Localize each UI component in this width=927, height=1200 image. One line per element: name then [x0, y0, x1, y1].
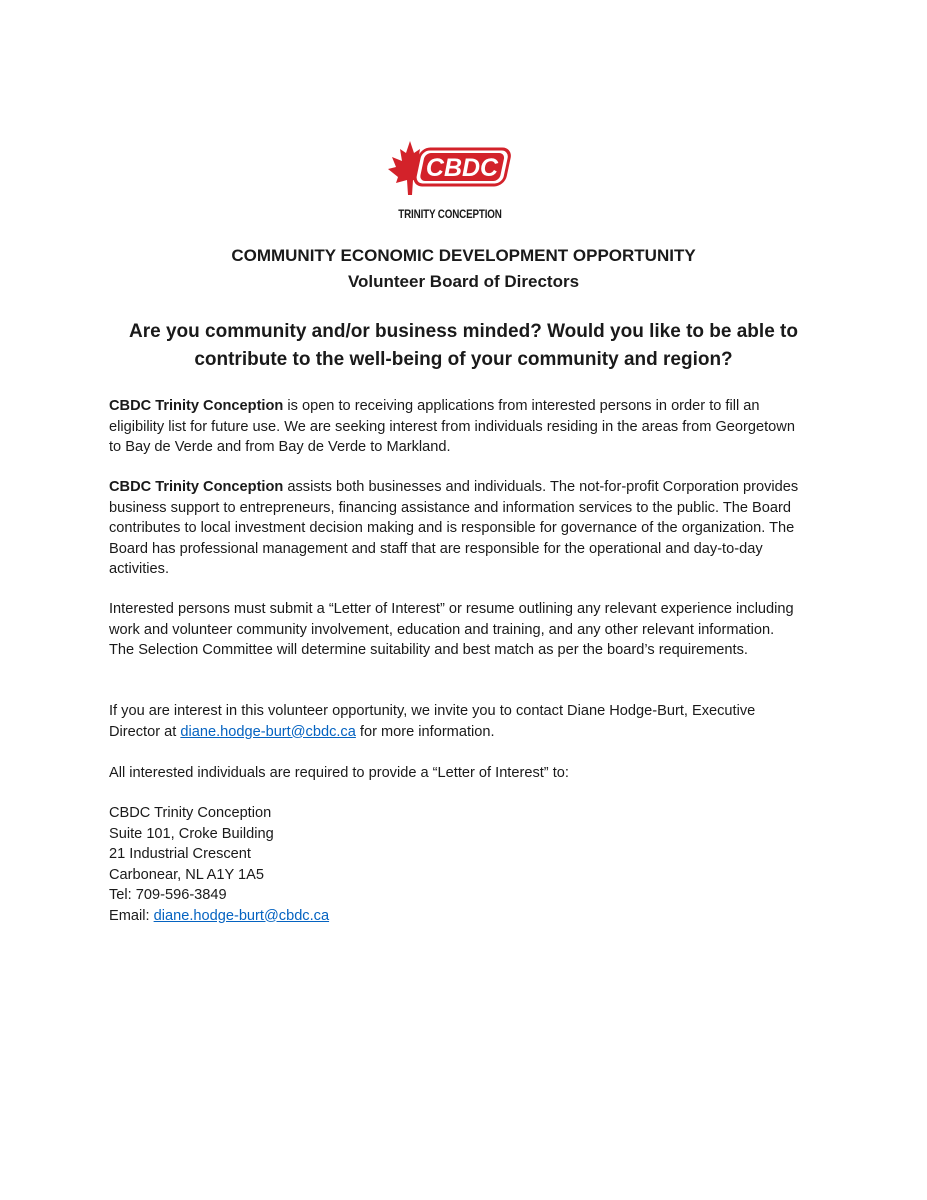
mailing-address	[109, 803, 799, 926]
cbdc-logo	[380, 135, 520, 225]
question-line-2: contribute to the well-being of your community and region?	[194, 349, 733, 370]
logo-caption: TRINITY CONCEPTION	[398, 207, 502, 221]
address-line-city: Carbonear, NL A1Y 1A5	[109, 866, 264, 883]
maple-leaf-icon	[380, 135, 520, 207]
org-name-bold: CBDC Trinity Conception	[109, 479, 284, 495]
title-line-2: Volunteer Board of Directors	[347, 272, 580, 291]
contact-email-link[interactable]: diane.hodge-burt@cbdc.ca	[180, 723, 356, 740]
address-line-street: 21 Industrial Crescent	[109, 846, 251, 862]
contact-text-before: If you are interest in this volunteer opportunity, we invite you to contact Diane Hodge-Burt, Executive Director at	[109, 703, 756, 740]
question-line-1: Are you community and/or business minded? Would you like to be able to	[129, 321, 798, 342]
address-line-suite: Suite 101, Croke Building	[109, 825, 274, 842]
paragraph-eligibility	[109, 396, 799, 458]
question-heading	[0, 318, 927, 374]
paragraph-submission: Interested persons must submit a “Letter of Interest” or resume outlining any relevant experience including work and volunteer community involvement, education and training, and any other relevant information. The Selection Committee will determine suitability and best match as per the board’s requirements.	[109, 601, 794, 658]
email-label: Email:	[109, 907, 154, 924]
paragraph-about-text: assists both businesses and individuals. The not-for-profit Corporation provides business support to entrepreneurs, financing assistance and information services to the public. The Board contributes to local investment decision making and is responsible for governance of the organization. The Board has professional management and staff that are responsible for the operational and day-to-day activities.	[109, 479, 799, 577]
title-line-1: COMMUNITY ECONOMIC DEVELOPMENT OPPORTUNITY	[231, 246, 696, 265]
address-line-phone: Tel: 709-596-3849	[109, 887, 227, 903]
address-email-link[interactable]: diane.hodge-burt@cbdc.ca	[153, 907, 330, 924]
contact-text-after: for more information.	[355, 723, 495, 740]
org-name-bold: CBDC Trinity Conception	[109, 398, 284, 414]
address-line-email	[109, 906, 799, 927]
paragraph-eligibility-text: is open to receiving applications from interested persons in order to fill an eligibility list for future use. We are seeking interest from individuals residing in the areas from Georgetown to Bay de Verde and from Bay de Verde to Markland.	[109, 398, 795, 455]
logo-brand-text: CBDC	[425, 154, 499, 182]
paragraph-instructions: All interested individuals are required to provide a “Letter of Interest” to:	[109, 765, 569, 781]
paragraph-contact	[109, 701, 799, 742]
address-line-org: CBDC Trinity Conception	[109, 805, 272, 821]
paragraph-about	[109, 477, 799, 580]
